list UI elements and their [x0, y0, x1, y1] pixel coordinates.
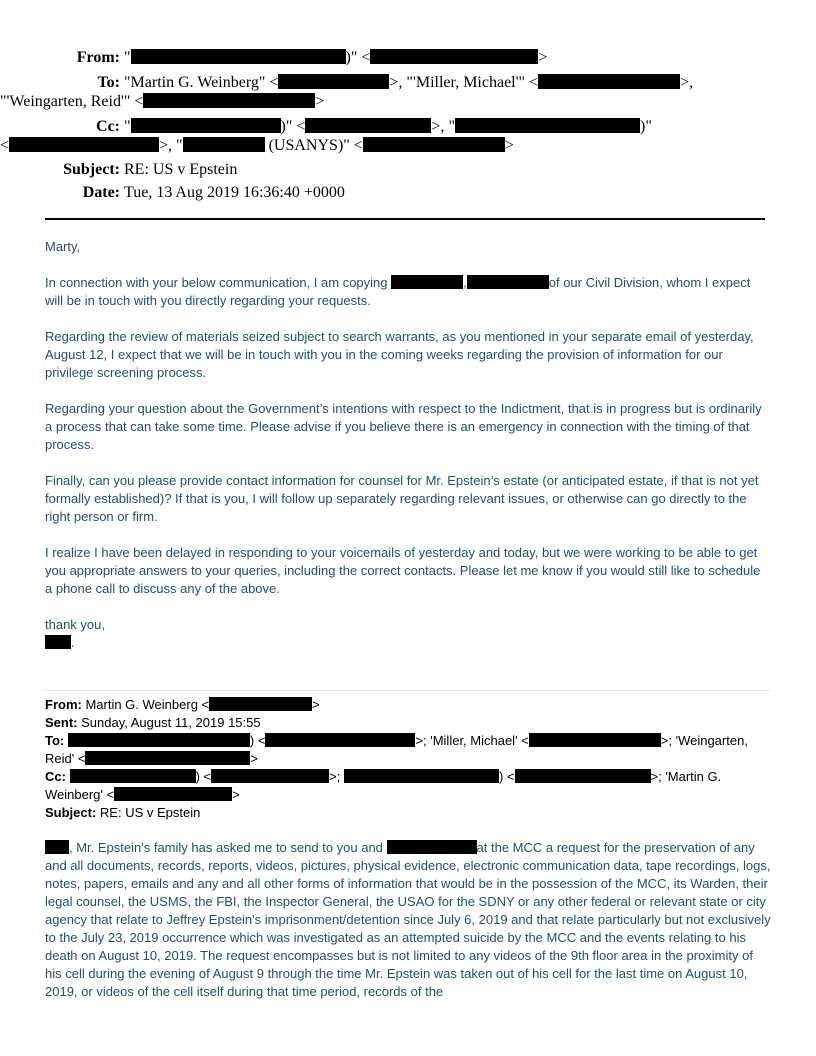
redaction: [391, 275, 463, 289]
subject-label: Subject:: [63, 161, 120, 178]
from-label: From:: [76, 49, 120, 66]
redaction: [370, 49, 538, 64]
paragraph-5: I realize I have been delayed in responding to your voicemails of yesterday and today, but we were working to be able to get you appropriate answers to your queries, including the correct contacts. Please let me know if you would still like to schedule a phone call to discuss any of the above.: [45, 545, 761, 596]
redaction: [68, 733, 250, 747]
redaction: [45, 840, 69, 854]
forwarded-header: [45, 696, 770, 822]
email-header: [0, 48, 816, 202]
paragraph-1: In connection with your below communication, I am copying , of our Civil Division, whom I expect will be in touch with you directly regarding your requests.: [45, 275, 751, 308]
redaction: [211, 769, 329, 783]
closing: thank you, .: [45, 617, 105, 650]
redaction: [305, 118, 431, 133]
redaction: [45, 635, 71, 649]
fwd-cc-row: Cc: ) < >; ) < >; 'Martin G. Weinberg' < >: [45, 769, 722, 802]
forward-divider: [45, 690, 770, 691]
date-value: Tue, 13 Aug 2019 16:36:40 +0000: [124, 184, 345, 201]
redaction: [363, 137, 505, 152]
redaction: [467, 275, 549, 289]
message-body: [45, 238, 770, 652]
redaction: [529, 733, 661, 747]
header-from-row: [0, 48, 816, 67]
redaction: [131, 118, 281, 133]
forwarded-body: , Mr. Epstein's family has asked me to send to you and at the MCC a request for the preservation of any and all documents, records, reports, videos, pictures, physical evidence, electronic communication data, tape recordings, logs, notes, papers, emails and any and all other forms of information that would be in the possession of the MCC, its Warden, their legal counsel, the USMS, the FBI, the Inspector General, the USAO for the SDNY or any other federal or relevant state or city agency that relate to Jeffrey Epstein's imprisonment/detention since July 6, 2019 and that relate particularly but not exclusively to the July 23, 2019 occurrence which was investigated as an attempted suicide by the MCC and the events relating to his death on August 10, 2019. The request encompasses but is not limited to any videos of the 9th floor area in the proximity of his cell during the evening of August 9 through the time Mr. Epstein was taken out of his cell for the last time on August 10, 2019, or videos of the cell itself during that time period, records of the: [45, 840, 771, 999]
date-label: Date:: [82, 184, 120, 201]
paragraph-4: Finally, can you please provide contact information for counsel for Mr. Epstein’s estate (or anticipated estate, if that is not yet formally established)? If that is you, I will follow up separately regarding relevant issues, or otherwise can go directly to the right person or firm.: [45, 473, 759, 524]
fwd-to-row: To: ) < >; 'Miller, Michael' < >; 'Weingarten, Reid' < >: [45, 733, 748, 766]
redaction: [70, 769, 196, 783]
cc-label: Cc:: [96, 118, 120, 135]
redaction: [183, 137, 265, 152]
redaction: [344, 769, 499, 783]
redaction: [114, 787, 232, 801]
from-value: " )" < >: [124, 49, 548, 66]
paragraph-3: Regarding your question about the Government’s intentions with respect to the Indictment, that is in progress but is ordinarily a process that can take some time. Please advise if you believe there is an emergency in connection with the timing of that process.: [45, 401, 762, 452]
redaction: [143, 93, 315, 108]
redaction: [9, 137, 159, 152]
header-date-row: [0, 183, 816, 202]
to-value: "Martin G. Weinberg" < >, "'Miller, Michael'" < >, "'Weingarten, Reid'" < >: [0, 74, 694, 110]
salutation: Marty,: [45, 239, 81, 254]
redaction: [515, 769, 651, 783]
to-label: To:: [97, 74, 120, 91]
fwd-sent-row: Sent: Sunday, August 11, 2019 15:55: [45, 715, 261, 730]
header-divider: [45, 218, 765, 220]
cc-value: " )" < >, " )" < >, " (USANYS)" < >: [0, 118, 652, 154]
header-cc-row: [0, 117, 816, 155]
header-subject-row: [0, 160, 816, 179]
paragraph-2: Regarding the review of materials seized subject to search warrants, as you mentioned in your separate email of yesterday, August 12, I expect that we will be in touch with you in the coming weeks regarding the provision of information for our privilege screening process.: [45, 329, 754, 380]
redaction: [209, 697, 312, 711]
redaction: [455, 118, 640, 133]
redaction: [387, 840, 477, 854]
redaction: [278, 74, 389, 89]
redaction: [265, 733, 415, 747]
fwd-subject-row: Subject: RE: US v Epstein: [45, 805, 201, 820]
redaction: [131, 49, 346, 64]
subject-value: RE: US v Epstein: [124, 161, 238, 178]
redaction: [538, 74, 680, 89]
header-to-row: [0, 73, 816, 111]
fwd-from-row: From: Martin G. Weinberg < >: [45, 697, 320, 712]
redaction: [85, 751, 250, 765]
